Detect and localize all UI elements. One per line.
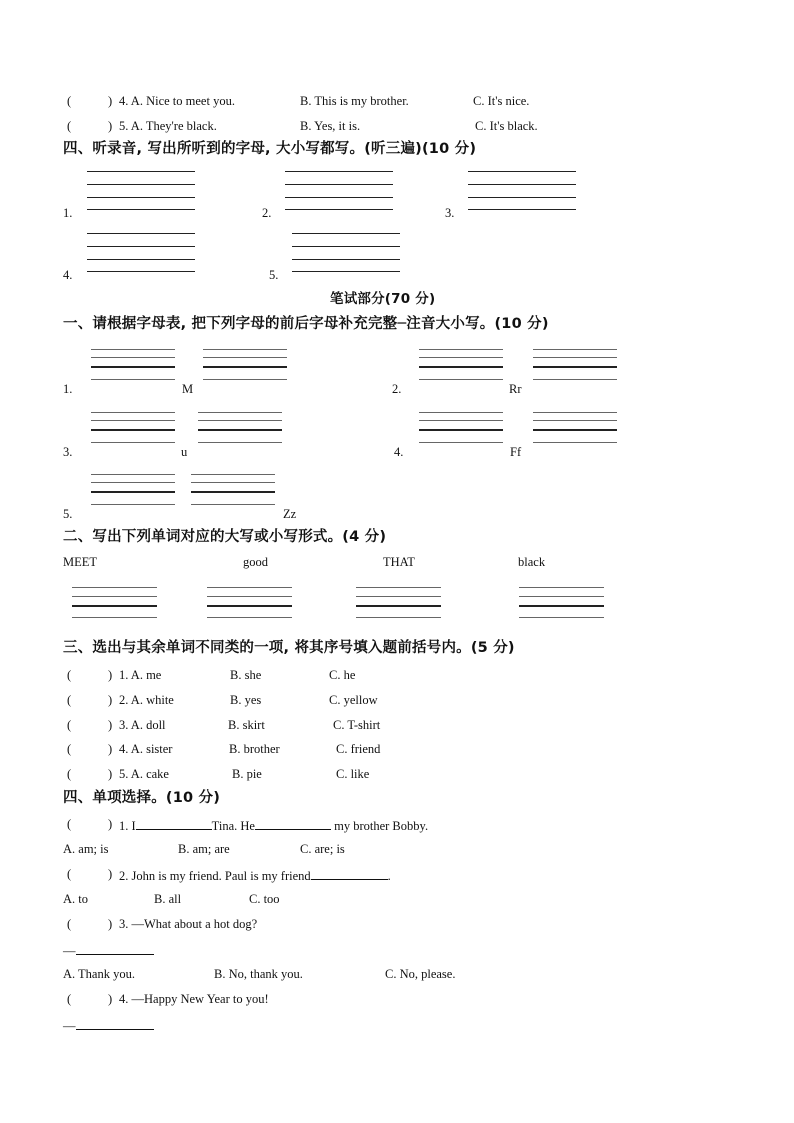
given-letter: M [182,382,194,396]
answer-blank [136,816,212,830]
question-text: 4. —Happy New Year to you! [119,992,269,1006]
word-prompt: black [518,555,546,569]
question-option-b: B. yes [230,693,262,707]
word-prompt: THAT [383,555,415,569]
writing-lines [198,412,282,446]
item-number: 5. [63,507,73,521]
question-option-c: C. It's black. [475,119,538,133]
question-option-b: B. pie [232,767,262,781]
question-text-part: my brother Bobby. [334,819,429,833]
item-number: 4. [63,268,73,282]
question-option-a: 2. A. white [119,693,174,707]
question-text [119,866,391,884]
question-option-c: C. yellow [329,693,378,707]
question-option-c: C. are; is [300,842,345,856]
answer-paren-open: ( [67,867,72,881]
question-text-part: 1. I [119,819,136,833]
item-number: 5. [269,268,279,282]
writing-lines [419,412,503,446]
dash: — [63,1019,76,1033]
item-number: 2. [392,382,402,396]
given-letter: Zz [283,507,297,521]
section2-heading: 二、写出下列单词对应的大写或小写形式。(4 分) [63,529,387,545]
question-option-c: C. he [329,668,356,682]
answer-paren-open: ( [67,668,72,682]
answer-paren-open: ( [67,119,72,133]
answer-paren-close: ) [108,119,113,133]
question-option-b: B. am; are [178,842,230,856]
question-option-a: 3. A. doll [119,718,166,732]
written-part-title: 笔试部分(70 分) [330,291,436,307]
writing-lines [533,412,617,446]
answer-dash [63,1016,154,1034]
answer-paren-close: ) [108,693,113,707]
writing-lines [292,233,400,275]
question-option-c: C. friend [336,742,381,756]
question-text-part: 2. John is my friend. Paul is my friend [119,869,311,883]
item-number: 4. [394,445,404,459]
writing-lines [519,587,604,621]
question-option-a: 4. A. Nice to meet you. [119,94,235,108]
question-option-c: C. like [336,767,370,781]
answer-paren-open: ( [67,94,72,108]
given-letter: Ff [510,445,522,459]
answer-paren-close: ) [108,917,113,931]
answer-paren-open: ( [67,992,72,1006]
answer-paren-open: ( [67,693,72,707]
question-text [119,816,428,834]
answer-paren-open: ( [67,767,72,781]
item-number: 2. [262,206,272,220]
listen-section-heading: 四、听录音, 写出所听到的字母, 大小写都写。(听三遍)(10 分) [63,141,477,157]
question-text: 3. —What about a hot dog? [119,917,258,931]
writing-lines [419,349,503,383]
answer-dash [63,941,154,959]
question-option-a: 5. A. They're black. [119,119,217,133]
writing-lines [191,474,275,508]
answer-paren-close: ) [108,668,113,682]
answer-paren-close: ) [108,742,113,756]
question-option-b: B. all [154,892,182,906]
question-option-a: 5. A. cake [119,767,169,781]
answer-paren-close: ) [108,992,113,1006]
answer-paren-open: ( [67,718,72,732]
answer-paren-open: ( [67,917,72,931]
answer-blank [255,816,331,830]
section1-heading: 一、请根据字母表, 把下列字母的前后字母补充完整─注音大小写。(10 分) [63,316,549,332]
answer-blank [76,1016,154,1030]
section4-heading: 四、单项选择。(10 分) [63,790,221,806]
item-number: 1. [63,382,73,396]
item-number: 3. [63,445,73,459]
given-letter: Rr [509,382,522,396]
question-option-c: C. It's nice. [473,94,530,108]
answer-paren-close: ) [108,767,113,781]
question-option-b: B. brother [229,742,280,756]
writing-lines [87,171,195,215]
answer-paren-close: ) [108,94,113,108]
question-option-b: B. This is my brother. [300,94,409,108]
dash: — [63,944,76,958]
question-text-part: Tina. He [211,819,255,833]
writing-lines [91,349,175,383]
question-option-a: 1. A. me [119,668,162,682]
writing-lines [468,171,576,215]
writing-lines [533,349,617,383]
section3-heading: 三、选出与其余单词不同类的一项, 将其序号填入题前括号内。(5 分) [63,640,515,656]
question-option-a: A. to [63,892,88,906]
writing-lines [91,474,175,508]
given-letter: u [181,445,188,459]
answer-paren-close: ) [108,718,113,732]
question-option-c: C. No, please. [385,967,456,981]
question-option-b: B. she [230,668,262,682]
writing-lines [72,587,157,621]
question-text-part: . [387,869,391,883]
question-option-b: B. skirt [228,718,265,732]
answer-paren-close: ) [108,817,113,831]
question-option-b: B. Yes, it is. [300,119,361,133]
writing-lines [91,412,175,446]
answer-paren-open: ( [67,742,72,756]
answer-paren-open: ( [67,817,72,831]
writing-lines [207,587,292,621]
writing-lines [203,349,287,383]
question-option-a: 4. A. sister [119,742,173,756]
writing-lines [87,233,195,275]
writing-lines [356,587,441,621]
writing-lines [285,171,393,215]
word-prompt: good [243,555,268,569]
item-number: 3. [445,206,455,220]
answer-blank [76,941,154,955]
question-option-a: A. Thank you. [63,967,135,981]
word-prompt: MEET [63,555,98,569]
answer-blank [311,866,388,880]
item-number: 1. [63,206,73,220]
question-option-c: C. T-shirt [333,718,381,732]
question-option-c: C. too [249,892,280,906]
question-option-b: B. No, thank you. [214,967,303,981]
answer-paren-close: ) [108,867,113,881]
question-option-a: A. am; is [63,842,109,856]
